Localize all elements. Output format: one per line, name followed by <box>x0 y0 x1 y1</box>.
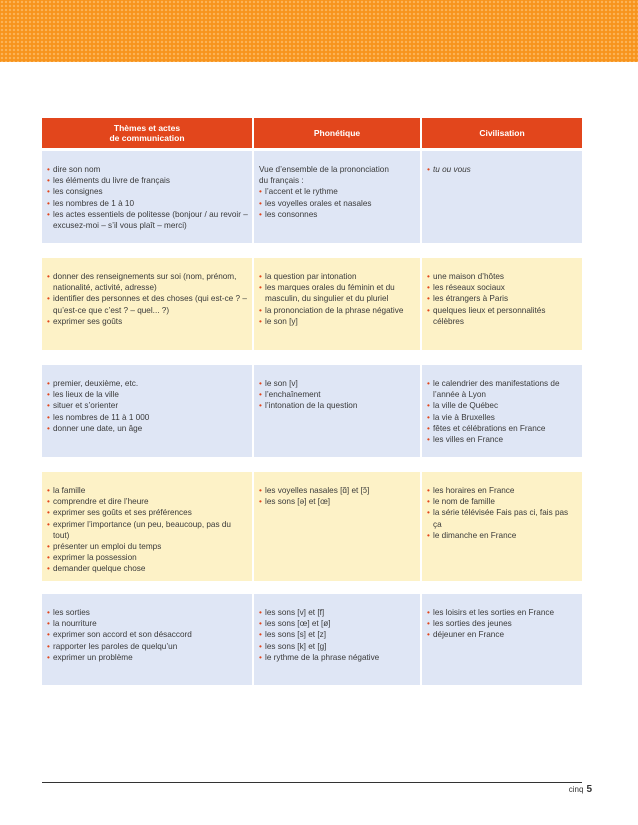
table-header <box>42 118 582 148</box>
list-item: • identifier des personnes et des choses (qui est-ce ? – qu’est-ce que c’est ? – quel... ?) <box>47 293 248 315</box>
cell-phonetique <box>252 472 420 581</box>
list-item: • les sons [œ] et [ø] <box>259 618 416 629</box>
page-number <box>569 784 592 795</box>
list-item: • donner une date, un âge <box>47 423 248 434</box>
cell-themes <box>42 472 252 581</box>
list-item: • le rythme de la phrase négative <box>259 652 416 663</box>
list-item: • exprimer un problème <box>47 652 248 663</box>
list-item: • les sons [v] et [f] <box>259 607 416 618</box>
cell-phonetique <box>252 151 420 243</box>
decorative-dotted-band <box>0 0 638 62</box>
table-row <box>42 258 582 350</box>
list-item: • les villes en France <box>427 434 578 445</box>
list-item: • le son [v] <box>259 378 416 389</box>
table-row <box>42 365 582 457</box>
list-item: • les sons [s] et [z] <box>259 629 416 640</box>
list-item: • les réseaux sociaux <box>427 282 578 293</box>
list-item: • tu ou vous <box>427 164 578 175</box>
list-item: • le dimanche en France <box>427 530 578 541</box>
cell-phonetique <box>252 258 420 350</box>
contents-table <box>42 118 582 685</box>
list-item: • la série télévisée Fais pas ci, fais pas ça <box>427 507 578 529</box>
list-item: • la nourriture <box>47 618 248 629</box>
list-item: • la ville de Québec <box>427 400 578 411</box>
list-item: • présenter un emploi du temps <box>47 541 248 552</box>
cell-civilisation <box>420 594 582 685</box>
cell-themes <box>42 258 252 350</box>
header-themes-line2: de communication <box>109 133 185 143</box>
cell-civilisation <box>420 365 582 457</box>
header-themes-line1: Thèmes et actes <box>113 123 181 133</box>
list-item: • exprimer l’importance (un peu, beaucoup, pas du tout) <box>47 519 248 541</box>
table-row <box>42 151 582 243</box>
cell-civilisation <box>420 258 582 350</box>
list-item: • les sons [k] et [g] <box>259 641 416 652</box>
list-item: • une maison d’hôtes <box>427 271 578 282</box>
list-item: • les sorties des jeunes <box>427 618 578 629</box>
list-item: • situer et s’orienter <box>47 400 248 411</box>
list-item: • les loisirs et les sorties en France <box>427 607 578 618</box>
list-item: • l’enchaînement <box>259 389 416 400</box>
intro-text: du français : <box>259 176 304 186</box>
list-item: • les consonnes <box>259 209 416 220</box>
list-item: • le nom de famille <box>427 496 578 507</box>
list-item: • les étrangers à Paris <box>427 293 578 304</box>
list-item: • les marques orales du féminin et du masculin, du singulier et du pluriel <box>259 282 416 304</box>
cell-themes <box>42 151 252 243</box>
header-civilisation: Civilisation <box>420 118 582 148</box>
list-item: • l’accent et le rythme <box>259 186 416 197</box>
list-item: • la question par intonation <box>259 271 416 282</box>
list-item: • exprimer la possession <box>47 552 248 563</box>
list-item: • rapporter les paroles de quelqu’un <box>47 641 248 652</box>
list-item: • exprimer son accord et son désaccord <box>47 629 248 640</box>
list-item: • dire son nom <box>47 164 248 175</box>
list-item: • premier, deuxième, etc. <box>47 378 248 389</box>
list-item: • les sons [ə] et [œ] <box>259 496 416 507</box>
header-themes <box>42 118 252 148</box>
list-item: • comprendre et dire l’heure <box>47 496 248 507</box>
page-word: cinq <box>568 785 584 794</box>
cell-phonetique <box>252 365 420 457</box>
table-row <box>42 594 582 685</box>
list-item: • la prononciation de la phrase négative <box>259 305 416 316</box>
list-item: • fêtes et célébrations en France <box>427 423 578 434</box>
list-item: • les voyelles orales et nasales <box>259 198 416 209</box>
list-item: • le son [y] <box>259 316 416 327</box>
table-row <box>42 472 582 581</box>
list-item: • quelques lieux et personnalités célèbres <box>427 305 578 327</box>
list-item: • le calendrier des manifestations de l’année à Lyon <box>427 378 578 400</box>
list-item: • déjeuner en France <box>427 629 578 640</box>
page-digit: 5 <box>586 784 592 795</box>
list-item: • les consignes <box>47 186 248 197</box>
list-item: • demander quelque chose <box>47 563 248 574</box>
list-item: • les horaires en France <box>427 485 578 496</box>
header-phonetique: Phonétique <box>252 118 420 148</box>
list-item: • les éléments du livre de français <box>47 175 248 186</box>
cell-phonetique <box>252 594 420 685</box>
list-item: • les actes essentiels de politesse (bonjour / au revoir – excusez-moi – s’il vous plaît – merci) <box>47 209 248 231</box>
list-item: • les sorties <box>47 607 248 618</box>
intro-text: Vue d’ensemble de la prononciation <box>259 165 389 174</box>
footer-rule <box>42 782 582 783</box>
cell-civilisation <box>420 472 582 581</box>
list-item: • les nombres de 11 à 1 000 <box>47 412 248 423</box>
list-item: • les lieux de la ville <box>47 389 248 400</box>
list-item: • les nombres de 1 à 10 <box>47 198 248 209</box>
list-item: • la famille <box>47 485 248 496</box>
list-item: • exprimer ses goûts <box>47 316 248 327</box>
cell-themes <box>42 365 252 457</box>
list-item: • les voyelles nasales [ɑ̃] et [ɔ̃] <box>259 485 416 496</box>
list-item: • la vie à Bruxelles <box>427 412 578 423</box>
list-item: • donner des renseignements sur soi (nom, prénom, nationalité, activité, adresse) <box>47 271 248 293</box>
list-item: • exprimer ses goûts et ses préférences <box>47 507 248 518</box>
cell-civilisation <box>420 151 582 243</box>
list-item: • l’intonation de la question <box>259 400 416 411</box>
cell-themes <box>42 594 252 685</box>
